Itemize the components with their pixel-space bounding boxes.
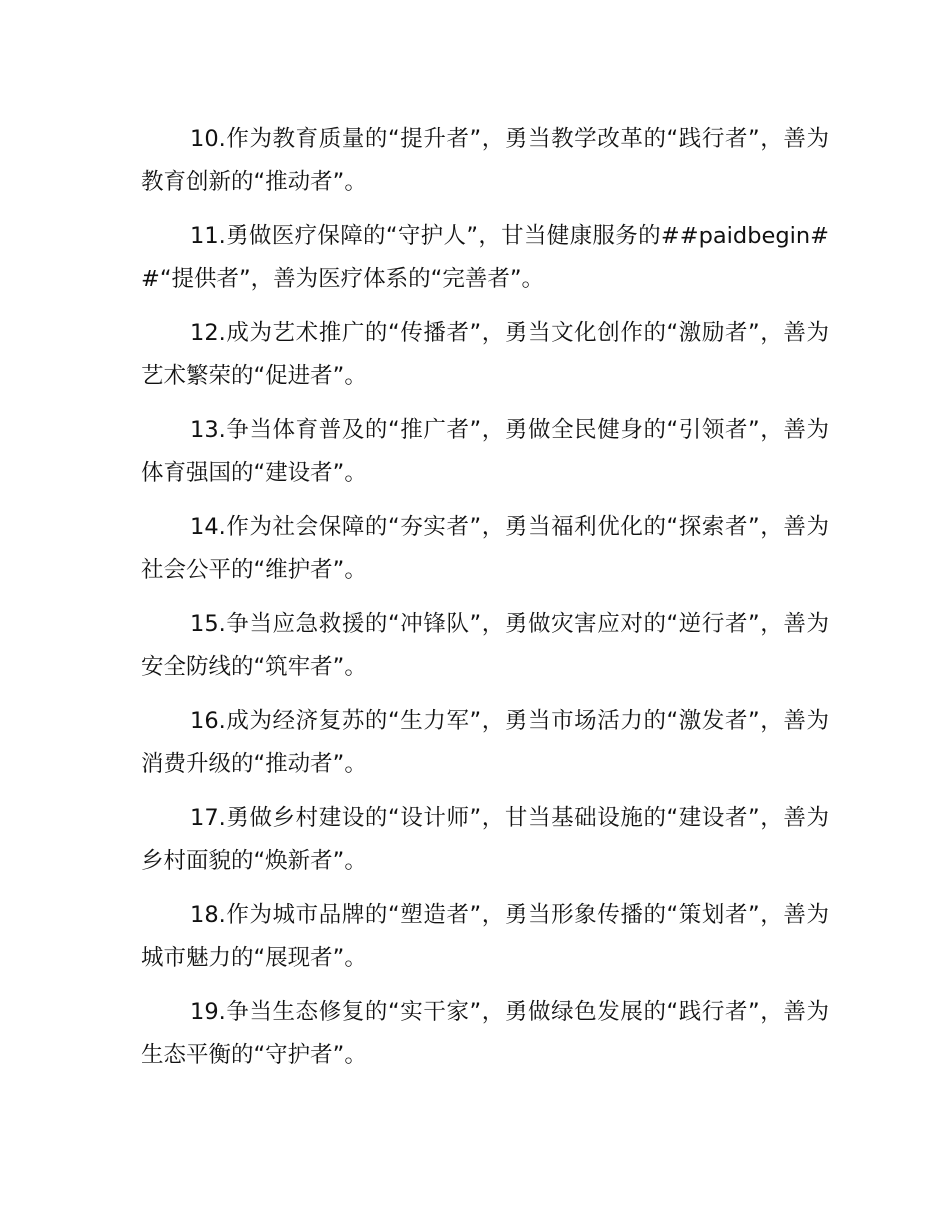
paragraph-16: 16.成为经济复苏的“生力军”，勇当市场活力的“激发者”，善为消费升级的“推动者”。 xyxy=(141,708,829,777)
paragraph-12: 12.成为艺术推广的“传播者”，勇当文化创作的“激励者”，善为艺术繁荣的“促进者”。 xyxy=(141,320,829,389)
paragraph-15: 15.争当应急救援的“冲锋队”，勇做灾害应对的“逆行者”，善为安全防线的“筑牢者”。 xyxy=(141,611,829,680)
paragraph-18: 18.作为城市品牌的“塑造者”，勇当形象传播的“策划者”，善为城市魅力的“展现者”。 xyxy=(141,902,829,971)
paragraph-19: 19.争当生态修复的“实干家”，勇做绿色发展的“践行者”，善为生态平衡的“守护者”。 xyxy=(141,999,829,1068)
paragraph-11: 11.勇做医疗保障的“守护人”，甘当健康服务的##paidbegin##“提供者”，善为医疗体系的“完善者”。 xyxy=(141,223,829,292)
document-body xyxy=(141,118,829,1088)
paragraph-14: 14.作为社会保障的“夯实者”，勇当福利优化的“探索者”，善为社会公平的“维护者”。 xyxy=(141,514,829,583)
paragraph-13: 13.争当体育普及的“推广者”，勇做全民健身的“引领者”，善为体育强国的“建设者”。 xyxy=(141,417,829,486)
paragraph-10: 10.作为教育质量的“提升者”，勇当教学改革的“践行者”，善为教育创新的“推动者”。 xyxy=(141,126,829,195)
paragraph-17: 17.勇做乡村建设的“设计师”，甘当基础设施的“建设者”，善为乡村面貌的“焕新者”。 xyxy=(141,805,829,874)
